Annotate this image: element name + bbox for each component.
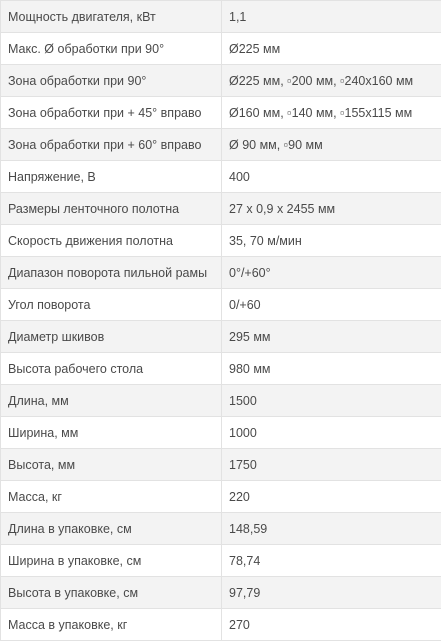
spec-name: Ширина, мм	[1, 417, 222, 449]
spec-name: Скорость движения полотна	[1, 225, 222, 257]
spec-value: 0°/+60°	[222, 257, 441, 289]
spec-value: 27 x 0,9 x 2455 мм	[222, 193, 441, 225]
spec-value: 1,1	[222, 1, 441, 33]
spec-row	[1, 225, 441, 257]
specifications-body	[1, 1, 441, 641]
spec-name: Ширина в упаковке, см	[1, 545, 222, 577]
spec-row	[1, 1, 441, 33]
spec-value: 400	[222, 161, 441, 193]
spec-name: Высота, мм	[1, 449, 222, 481]
spec-name: Зона обработки при + 60° вправо	[1, 129, 222, 161]
spec-value: Ø225 мм, ▫200 мм, ▫240x160 мм	[222, 65, 441, 97]
spec-name: Мощность двигателя, кВт	[1, 1, 222, 33]
spec-name: Высота рабочего стола	[1, 353, 222, 385]
spec-value: 270	[222, 609, 441, 641]
spec-value: 220	[222, 481, 441, 513]
spec-name: Диаметр шкивов	[1, 321, 222, 353]
spec-row	[1, 321, 441, 353]
spec-row	[1, 513, 441, 545]
spec-value: 0/+60	[222, 289, 441, 321]
spec-row	[1, 481, 441, 513]
spec-value: 295 мм	[222, 321, 441, 353]
spec-name: Зона обработки при + 45° вправо	[1, 97, 222, 129]
spec-name: Диапазон поворота пильной рамы	[1, 257, 222, 289]
spec-value: 78,74	[222, 545, 441, 577]
spec-value: 980 мм	[222, 353, 441, 385]
spec-row	[1, 33, 441, 65]
spec-name: Размеры ленточного полотна	[1, 193, 222, 225]
spec-name: Масса, кг	[1, 481, 222, 513]
spec-value: 148,59	[222, 513, 441, 545]
spec-value: Ø 90 мм, ▫90 мм	[222, 129, 441, 161]
spec-row	[1, 65, 441, 97]
spec-row	[1, 289, 441, 321]
spec-row	[1, 129, 441, 161]
spec-value: 1750	[222, 449, 441, 481]
spec-row	[1, 577, 441, 609]
spec-value: Ø160 мм, ▫140 мм, ▫155x115 мм	[222, 97, 441, 129]
spec-name: Масса в упаковке, кг	[1, 609, 222, 641]
spec-row	[1, 609, 441, 641]
spec-name: Длина в упаковке, см	[1, 513, 222, 545]
spec-row	[1, 417, 441, 449]
spec-name: Длина, мм	[1, 385, 222, 417]
spec-row	[1, 193, 441, 225]
spec-row	[1, 257, 441, 289]
spec-value: 1000	[222, 417, 441, 449]
spec-row	[1, 449, 441, 481]
spec-name: Макс. Ø обработки при 90°	[1, 33, 222, 65]
spec-name: Напряжение, В	[1, 161, 222, 193]
spec-name: Высота в упаковке, см	[1, 577, 222, 609]
spec-row	[1, 353, 441, 385]
spec-value: 1500	[222, 385, 441, 417]
spec-value: 35, 70 м/мин	[222, 225, 441, 257]
spec-name: Зона обработки при 90°	[1, 65, 222, 97]
spec-row	[1, 97, 441, 129]
spec-row	[1, 545, 441, 577]
spec-value: 97,79	[222, 577, 441, 609]
spec-value: Ø225 мм	[222, 33, 441, 65]
spec-row	[1, 385, 441, 417]
spec-row	[1, 161, 441, 193]
spec-name: Угол поворота	[1, 289, 222, 321]
